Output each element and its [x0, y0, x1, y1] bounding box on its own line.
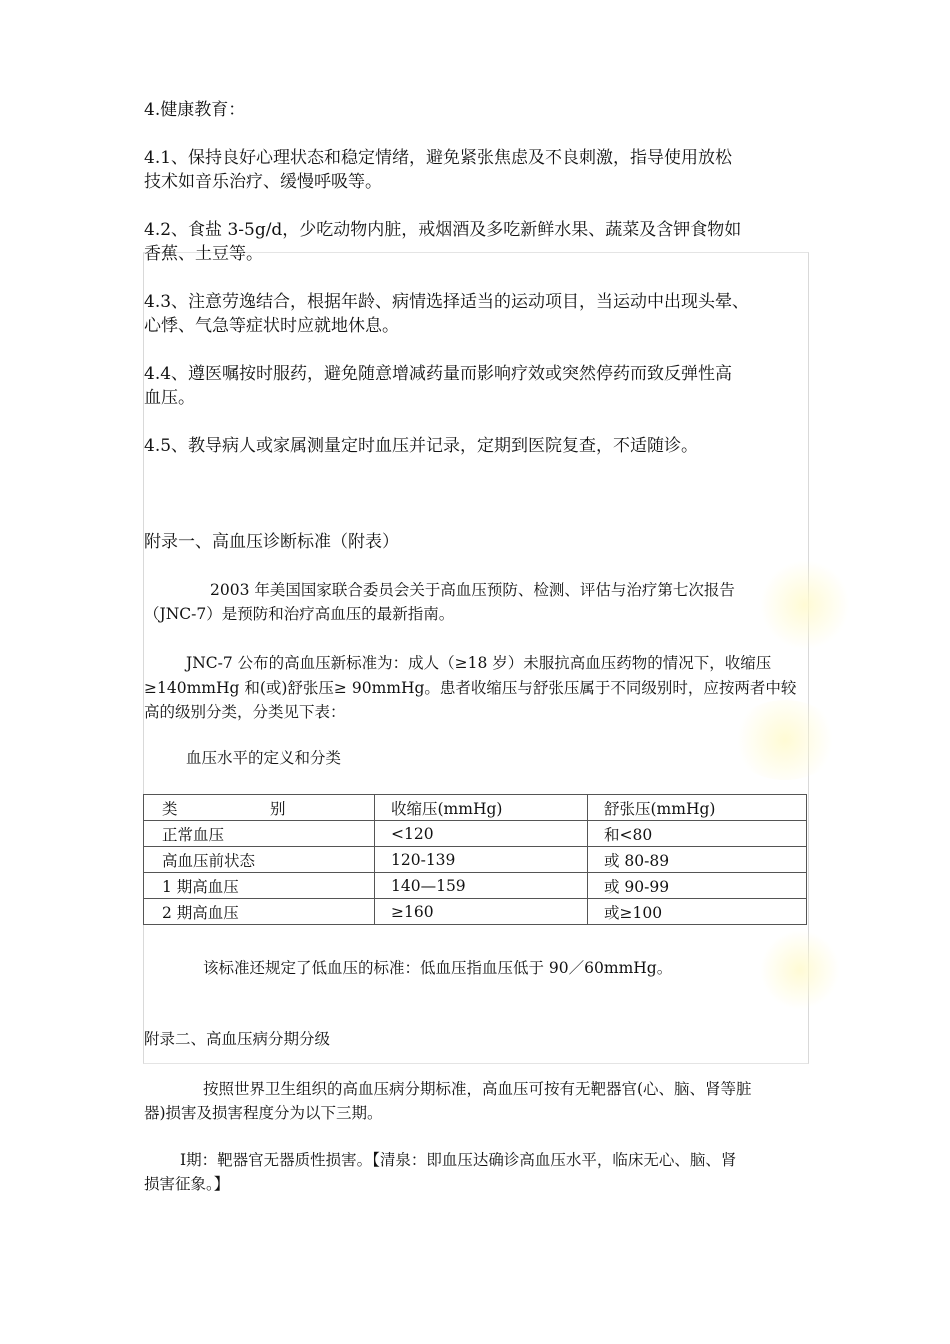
- row-systolic: <120: [375, 821, 588, 847]
- item-4-4-line2: 血压。: [144, 388, 195, 408]
- background-glow: [760, 560, 850, 650]
- item-4-1-line2: 技术如音乐治疗、缓慢呼吸等。: [144, 172, 382, 192]
- item-4-3-line1: 4.3、注意劳逸结合，根据年龄、病情选择适当的运动项目，当运动中出现头晕、: [144, 292, 750, 312]
- header-systolic: 收缩压(mmHg): [375, 795, 588, 821]
- appendix2-stage1-line1: Ⅰ期：靶器官无器质性损害。【清泉：即血压达确诊高血压水平，临床无心、脑、肾: [180, 1151, 737, 1169]
- header-category-char1: 类: [162, 799, 178, 818]
- item-4-1-line1: 4.1、保持良好心理状态和稳定情绪，避免紧张焦虑及不良刺激，指导使用放松: [144, 148, 733, 168]
- appendix2-para1-line1: 按照世界卫生组织的高血压病分期标准，高血压可按有无靶器官(心、脑、肾等脏: [203, 1080, 752, 1098]
- item-4-2-line2: 香蕉、土豆等。: [144, 244, 263, 264]
- row-systolic: ≥160: [375, 899, 588, 925]
- appendix1-para1-line2: （JNC-7）是预防和治疗高血压的最新指南。: [144, 605, 455, 623]
- table-caption: 血压水平的定义和分类: [186, 749, 342, 767]
- row-systolic: 120-139: [375, 847, 588, 873]
- row-category: 1 期高血压: [144, 873, 375, 899]
- item-4-4-line1: 4.4、遵医嘱按时服药，避免随意增减药量而影响疗效或突然停药而致反弹性高: [144, 364, 733, 384]
- background-glow: [730, 700, 840, 780]
- appendix1-para2-line2: ≥140mmHg 和(或)舒张压≥ 90mmHg。患者收缩压与舒张压属于不同级别时，应按两者中较: [144, 679, 797, 697]
- item-4-2-line1: 4.2、食盐 3-5g/d，少吃动物内脏，戒烟酒及多吃新鲜水果、蔬菜及含钾食物如: [144, 220, 742, 240]
- row-diastolic: 或≥100: [588, 899, 807, 925]
- row-category: 2 期高血压: [144, 899, 375, 925]
- header-category-char2: 别: [270, 799, 286, 818]
- header-diastolic: 舒张压(mmHg): [588, 795, 807, 821]
- appendix1-para1-line1: 2003 年美国国家联合委员会关于高血压预防、检测、评估与治疗第七次报告: [210, 581, 735, 599]
- appendix2-para1-line2: 器)损害及损害程度分为以下三期。: [144, 1104, 383, 1122]
- header-category: [144, 795, 375, 821]
- row-systolic: 140—159: [375, 873, 588, 899]
- background-glow: [760, 930, 840, 1010]
- table-row: [144, 899, 807, 925]
- item-4-3-line2: 心悸、气急等症状时应就地休息。: [144, 316, 399, 336]
- row-diastolic: 或 80-89: [588, 847, 807, 873]
- appendix1-title: 附录一、高血压诊断标准（附表）: [144, 532, 399, 552]
- appendix2-title: 附录二、高血压病分期分级: [144, 1030, 331, 1048]
- bp-classification-table: [143, 794, 807, 925]
- item-4-5-line1: 4.5、教导病人或家属测量定时血压并记录，定期到医院复查，不适随诊。: [144, 436, 699, 456]
- appendix1-para2-line1: JNC-7 公布的高血压新标准为：成人（≥18 岁）未服抗高血压药物的情况下，收缩压: [186, 654, 772, 672]
- section-title: 4.健康教育：: [144, 100, 246, 120]
- table-row: [144, 847, 807, 873]
- row-category: 正常血压: [144, 821, 375, 847]
- appendix2-stage1-line2: 损害征象。】: [144, 1175, 230, 1193]
- appendix1-note: 该标准还规定了低血压的标准：低血压指血压低于 90／60mmHg。: [203, 959, 673, 977]
- row-diastolic: 和<80: [588, 821, 807, 847]
- table-row: [144, 873, 807, 899]
- table-header-row: [144, 795, 807, 821]
- row-diastolic: 或 90-99: [588, 873, 807, 899]
- appendix1-para2-line3: 高的级别分类，分类见下表：: [144, 703, 346, 721]
- table-row: [144, 821, 807, 847]
- row-category: 高血压前状态: [144, 847, 375, 873]
